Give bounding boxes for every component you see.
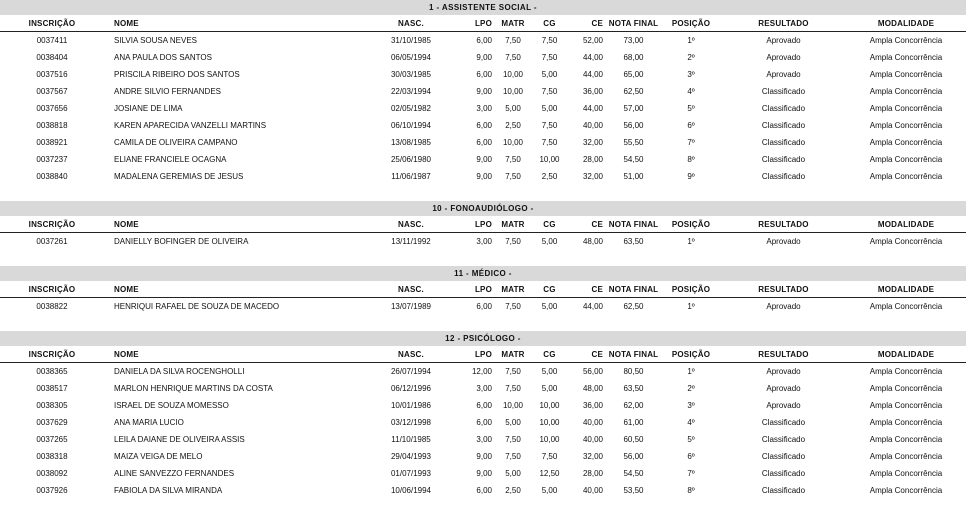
column-header-nota-final: NOTA FINAL: [608, 350, 659, 359]
cell-lpo: 6,00: [476, 486, 492, 495]
cell-modalidade: Ampla Concorrência: [869, 401, 943, 410]
cell-resultado: Classificado: [761, 155, 806, 164]
column-header-cg: CG: [543, 19, 556, 28]
cell-nasc: 03/12/1998: [390, 418, 432, 427]
column-header-lpo: LPO: [474, 19, 492, 28]
cell-ce: 48,00: [582, 237, 603, 246]
cell-ce: 36,00: [582, 87, 603, 96]
table-row: [0, 448, 966, 465]
column-header-resultado: RESULTADO: [758, 285, 809, 294]
column-header-modalidade: MODALIDADE: [877, 350, 935, 359]
cell-cg: 10,00: [539, 155, 560, 164]
column-header-nasc: NASC.: [398, 19, 424, 28]
cell-modalidade: Ampla Concorrência: [869, 435, 943, 444]
column-header-nasc: NASC.: [398, 285, 424, 294]
table-header-row: [0, 216, 966, 233]
column-header-ce: CE: [591, 350, 603, 359]
cell-inscricao: 0038517: [36, 384, 68, 393]
cell-nasc: 22/03/1994: [390, 87, 432, 96]
cell-resultado: Classificado: [761, 486, 806, 495]
cell-inscricao: 0038305: [36, 401, 68, 410]
column-header-inscricao: INSCRIÇÃO: [28, 220, 76, 229]
column-header-posicao: POSIÇÃO: [671, 350, 711, 359]
cell-posicao: 1º: [687, 36, 695, 45]
cell-lpo: 6,00: [476, 121, 492, 130]
cell-cg: 2,50: [541, 172, 558, 181]
column-header-lpo: LPO: [474, 220, 492, 229]
column-header-cg: CG: [543, 350, 556, 359]
cell-ce: 32,00: [582, 172, 603, 181]
cell-nome: MARLON HENRIQUE MARTINS DA COSTA: [114, 384, 273, 393]
cell-modalidade: Ampla Concorrência: [869, 302, 943, 311]
cell-nota-final: 55,50: [623, 138, 644, 147]
cell-modalidade: Ampla Concorrência: [869, 237, 943, 246]
cell-ce: 44,00: [582, 53, 603, 62]
cell-lpo: 3,00: [476, 435, 492, 444]
cell-nasc: 10/06/1994: [390, 486, 432, 495]
cell-nota-final: 62,50: [623, 302, 644, 311]
column-header-modalidade: MODALIDADE: [877, 19, 935, 28]
column-header-matr: MATR: [501, 350, 525, 359]
column-header-matr: MATR: [501, 285, 525, 294]
cell-resultado: Classificado: [761, 469, 806, 478]
cell-nasc: 30/03/1985: [390, 70, 432, 79]
cell-nota-final: 61,00: [623, 418, 644, 427]
cell-ce: 28,00: [582, 469, 603, 478]
cell-modalidade: Ampla Concorrência: [869, 121, 943, 130]
column-header-lpo: LPO: [474, 285, 492, 294]
cell-ce: 40,00: [582, 121, 603, 130]
table-row: [0, 66, 966, 83]
cell-inscricao: 0038404: [36, 53, 68, 62]
cell-modalidade: Ampla Concorrência: [869, 36, 943, 45]
cell-cg: 7,50: [541, 138, 558, 147]
cell-nome: MADALENA GEREMIAS DE JESUS: [114, 172, 244, 181]
cell-ce: 44,00: [582, 70, 603, 79]
cell-ce: 44,00: [582, 104, 603, 113]
cell-lpo: 9,00: [476, 172, 492, 181]
column-header-modalidade: MODALIDADE: [877, 285, 935, 294]
cell-ce: 40,00: [582, 435, 603, 444]
cell-nome: ELIANE FRANCIELE OCAGNA: [114, 155, 227, 164]
section-title: 10 - FONOAUDIÓLOGO -: [0, 201, 966, 216]
column-header-modalidade: MODALIDADE: [877, 220, 935, 229]
table-row: [0, 233, 966, 250]
cell-inscricao: 0037629: [36, 418, 68, 427]
cell-nasc: 01/07/1993: [390, 469, 432, 478]
cell-matr: 5,00: [505, 104, 521, 113]
cell-ce: 36,00: [582, 401, 603, 410]
table-row: [0, 414, 966, 431]
cell-posicao: 1º: [687, 237, 695, 246]
cell-nota-final: 54,50: [623, 155, 644, 164]
cell-resultado: Classificado: [761, 87, 806, 96]
cell-inscricao: 0037237: [36, 155, 68, 164]
cell-matr: 10,00: [502, 138, 524, 147]
cell-nasc: 11/06/1987: [391, 172, 431, 181]
column-header-posicao: POSIÇÃO: [671, 285, 711, 294]
column-header-inscricao: INSCRIÇÃO: [28, 19, 76, 28]
cell-posicao: 9º: [687, 172, 695, 181]
cell-posicao: 7º: [687, 469, 695, 478]
table-header-row: [0, 15, 966, 32]
cell-resultado: Classificado: [761, 138, 806, 147]
cell-nome: KAREN APARECIDA VANZELLI MARTINS: [114, 121, 267, 130]
cell-matr: 7,50: [505, 367, 521, 376]
cell-posicao: 3º: [687, 70, 695, 79]
cell-inscricao: 0038822: [36, 302, 68, 311]
cell-matr: 7,50: [505, 452, 521, 461]
table-row: [0, 83, 966, 100]
column-header-ce: CE: [591, 19, 603, 28]
cell-nasc: 10/01/1986: [390, 401, 432, 410]
cell-nasc: 13/11/1992: [391, 237, 431, 246]
cell-inscricao: 0037261: [36, 237, 68, 246]
column-header-inscricao: INSCRIÇÃO: [28, 285, 76, 294]
cell-lpo: 6,00: [476, 418, 492, 427]
cell-resultado: Aprovado: [766, 384, 801, 393]
cell-nome: MAIZA VEIGA DE MELO: [114, 452, 203, 461]
table-row: [0, 49, 966, 66]
cell-ce: 44,00: [582, 302, 603, 311]
table-row: [0, 397, 966, 414]
section-title: 11 - MÉDICO -: [0, 266, 966, 281]
cell-resultado: Aprovado: [766, 367, 801, 376]
cell-modalidade: Ampla Concorrência: [869, 418, 943, 427]
cell-nota-final: 51,00: [623, 172, 644, 181]
column-header-nota-final: NOTA FINAL: [608, 285, 659, 294]
cell-nasc: 13/08/1985: [390, 138, 432, 147]
cell-ce: 40,00: [582, 486, 603, 495]
cell-nome: CAMILA DE OLIVEIRA CAMPANO: [114, 138, 238, 147]
cell-resultado: Classificado: [761, 435, 806, 444]
column-header-nota-final: NOTA FINAL: [608, 19, 659, 28]
cell-posicao: 6º: [687, 121, 695, 130]
results-section: [0, 266, 966, 315]
cell-modalidade: Ampla Concorrência: [869, 70, 943, 79]
table-row: [0, 117, 966, 134]
column-header-cg: CG: [543, 220, 556, 229]
cell-matr: 7,50: [505, 53, 521, 62]
cell-lpo: 3,00: [476, 237, 492, 246]
cell-posicao: 5º: [687, 435, 695, 444]
cell-lpo: 9,00: [476, 452, 492, 461]
cell-lpo: 9,00: [476, 469, 492, 478]
cell-posicao: 2º: [687, 53, 695, 62]
cell-matr: 2,50: [505, 486, 521, 495]
column-header-inscricao: INSCRIÇÃO: [28, 350, 76, 359]
cell-nome: DANIELLY BOFINGER DE OLIVEIRA: [114, 237, 249, 246]
cell-modalidade: Ampla Concorrência: [869, 452, 943, 461]
cell-modalidade: Ampla Concorrência: [869, 138, 943, 147]
cell-modalidade: Ampla Concorrência: [869, 172, 943, 181]
cell-inscricao: 0037516: [36, 70, 68, 79]
cell-modalidade: Ampla Concorrência: [869, 87, 943, 96]
cell-nota-final: 62,50: [623, 87, 644, 96]
cell-resultado: Aprovado: [766, 237, 801, 246]
cell-modalidade: Ampla Concorrência: [869, 155, 943, 164]
cell-nome: LEILA DAIANE DE OLIVEIRA ASSIS: [114, 435, 245, 444]
cell-inscricao: 0037411: [36, 36, 68, 45]
cell-cg: 5,00: [541, 367, 558, 376]
cell-ce: 40,00: [582, 418, 603, 427]
cell-lpo: 6,00: [476, 36, 492, 45]
table-row: [0, 482, 966, 499]
column-header-lpo: LPO: [474, 350, 492, 359]
cell-nota-final: 63,50: [623, 237, 644, 246]
cell-posicao: 1º: [687, 367, 695, 376]
cell-posicao: 5º: [687, 104, 695, 113]
cell-resultado: Aprovado: [766, 401, 801, 410]
column-header-matr: MATR: [501, 220, 525, 229]
cell-nasc: 06/05/1994: [390, 53, 432, 62]
cell-inscricao: 0037926: [36, 486, 68, 495]
cell-cg: 10,00: [539, 418, 560, 427]
cell-matr: 10,00: [502, 401, 524, 410]
section-spacer: [0, 185, 966, 201]
cell-posicao: 1º: [687, 302, 695, 311]
cell-nota-final: 56,00: [623, 452, 644, 461]
column-header-cg: CG: [543, 285, 556, 294]
cell-matr: 7,50: [505, 155, 521, 164]
column-header-posicao: POSIÇÃO: [671, 19, 711, 28]
cell-matr: 10,00: [502, 70, 524, 79]
cell-nasc: 26/07/1994: [390, 367, 432, 376]
cell-cg: 5,00: [541, 104, 558, 113]
cell-nasc: 02/05/1982: [390, 104, 432, 113]
cell-lpo: 6,00: [476, 302, 492, 311]
cell-nome: JOSIANE DE LIMA: [114, 104, 183, 113]
column-header-resultado: RESULTADO: [758, 19, 809, 28]
cell-matr: 7,50: [505, 172, 521, 181]
cell-posicao: 4º: [687, 87, 695, 96]
cell-nome: DANIELA DA SILVA ROCENGHOLLI: [114, 367, 245, 376]
table-row: [0, 134, 966, 151]
table-row: [0, 151, 966, 168]
cell-matr: 7,50: [505, 36, 521, 45]
section-title: 12 - PSICÓLOGO -: [0, 331, 966, 346]
cell-lpo: 3,00: [476, 104, 492, 113]
cell-cg: 5,00: [541, 237, 558, 246]
cell-nome: ALINE SANVEZZO FERNANDES: [114, 469, 235, 478]
cell-nasc: 06/12/1996: [390, 384, 432, 393]
cell-resultado: Classificado: [761, 104, 806, 113]
cell-matr: 10,00: [502, 87, 524, 96]
cell-resultado: Aprovado: [766, 53, 801, 62]
cell-lpo: 9,00: [476, 87, 492, 96]
cell-ce: 32,00: [582, 138, 603, 147]
cell-resultado: Aprovado: [766, 70, 801, 79]
column-header-ce: CE: [591, 285, 603, 294]
cell-nome: ANA PAULA DOS SANTOS: [114, 53, 212, 62]
cell-posicao: 8º: [687, 155, 695, 164]
cell-cg: 7,50: [541, 36, 558, 45]
cell-nota-final: 53,50: [623, 486, 644, 495]
cell-nome: PRISCILA RIBEIRO DOS SANTOS: [114, 70, 240, 79]
cell-inscricao: 0037567: [36, 87, 68, 96]
cell-nome: SILVIA SOUSA NEVES: [114, 36, 197, 45]
cell-nome: ANDRE SILVIO FERNANDES: [114, 87, 221, 96]
column-header-resultado: RESULTADO: [758, 350, 809, 359]
cell-cg: 7,50: [541, 452, 558, 461]
cell-modalidade: Ampla Concorrência: [869, 384, 943, 393]
table-row: [0, 431, 966, 448]
cell-resultado: Aprovado: [766, 36, 801, 45]
section-spacer: [0, 250, 966, 266]
cell-nota-final: 63,50: [623, 384, 644, 393]
cell-nome: ISRAEL DE SOUZA MOMESSO: [114, 401, 229, 410]
cell-cg: 10,00: [539, 401, 560, 410]
column-header-nome: NOME: [114, 350, 139, 359]
cell-matr: 2,50: [505, 121, 521, 130]
table-header-row: [0, 281, 966, 298]
cell-ce: 52,00: [582, 36, 603, 45]
cell-lpo: 9,00: [476, 53, 492, 62]
cell-resultado: Classificado: [761, 452, 806, 461]
column-header-resultado: RESULTADO: [758, 220, 809, 229]
table-row: [0, 363, 966, 380]
cell-ce: 28,00: [582, 155, 603, 164]
column-header-nome: NOME: [114, 220, 139, 229]
cell-matr: 7,50: [505, 384, 521, 393]
cell-posicao: 3º: [687, 401, 695, 410]
cell-ce: 48,00: [582, 384, 603, 393]
cell-ce: 56,00: [582, 367, 603, 376]
column-header-posicao: POSIÇÃO: [671, 220, 711, 229]
cell-nota-final: 54,50: [623, 469, 644, 478]
cell-cg: 5,00: [541, 302, 558, 311]
cell-matr: 7,50: [505, 237, 521, 246]
cell-inscricao: 0038921: [36, 138, 68, 147]
cell-matr: 7,50: [505, 435, 521, 444]
table-row: [0, 298, 966, 315]
cell-inscricao: 0038365: [36, 367, 68, 376]
cell-lpo: 3,00: [476, 384, 492, 393]
cell-posicao: 2º: [687, 384, 695, 393]
table-row: [0, 100, 966, 117]
cell-nota-final: 60,50: [623, 435, 644, 444]
cell-inscricao: 0038840: [36, 172, 68, 181]
cell-inscricao: 0037265: [36, 435, 68, 444]
cell-nota-final: 56,00: [623, 121, 644, 130]
table-row: [0, 380, 966, 397]
cell-resultado: Classificado: [761, 418, 806, 427]
cell-nome: ANA MARIA LUCIO: [114, 418, 184, 427]
column-header-ce: CE: [591, 220, 603, 229]
cell-posicao: 4º: [687, 418, 695, 427]
cell-cg: 7,50: [541, 53, 558, 62]
cell-cg: 5,00: [541, 70, 558, 79]
cell-lpo: 9,00: [476, 155, 492, 164]
cell-lpo: 6,00: [476, 401, 492, 410]
cell-cg: 12,50: [539, 469, 560, 478]
cell-cg: 7,50: [541, 87, 558, 96]
cell-posicao: 8º: [687, 486, 695, 495]
cell-resultado: Classificado: [761, 172, 806, 181]
column-header-nasc: NASC.: [398, 220, 424, 229]
column-header-matr: MATR: [501, 19, 525, 28]
cell-nome: FABIOLA DA SILVA MIRANDA: [114, 486, 223, 495]
table-header-row: [0, 346, 966, 363]
cell-cg: 5,00: [541, 486, 558, 495]
section-spacer: [0, 315, 966, 331]
cell-inscricao: 0038092: [36, 469, 68, 478]
cell-inscricao: 0037656: [36, 104, 68, 113]
cell-matr: 5,00: [505, 418, 521, 427]
cell-inscricao: 0038818: [36, 121, 68, 130]
cell-nota-final: 57,00: [623, 104, 644, 113]
column-header-nome: NOME: [114, 19, 139, 28]
cell-nasc: 11/10/1985: [391, 435, 431, 444]
cell-modalidade: Ampla Concorrência: [869, 367, 943, 376]
results-section: [0, 331, 966, 499]
cell-nota-final: 62,00: [623, 401, 644, 410]
cell-matr: 7,50: [505, 302, 521, 311]
cell-nasc: 06/10/1994: [390, 121, 432, 130]
column-header-nasc: NASC.: [398, 350, 424, 359]
cell-nota-final: 65,00: [623, 70, 644, 79]
table-row: [0, 465, 966, 482]
cell-modalidade: Ampla Concorrência: [869, 469, 943, 478]
cell-nome: HENRIQUI RAFAEL DE SOUZA DE MACEDO: [114, 302, 280, 311]
table-row: [0, 32, 966, 49]
cell-matr: 5,00: [505, 469, 521, 478]
cell-nasc: 31/10/1985: [390, 36, 432, 45]
cell-inscricao: 0038318: [36, 452, 68, 461]
cell-modalidade: Ampla Concorrência: [869, 53, 943, 62]
cell-resultado: Aprovado: [766, 302, 801, 311]
section-title: 1 - ASSISTENTE SOCIAL -: [0, 0, 966, 15]
column-header-nota-final: NOTA FINAL: [608, 220, 659, 229]
cell-modalidade: Ampla Concorrência: [869, 104, 943, 113]
table-row: [0, 168, 966, 185]
cell-lpo: 6,00: [476, 70, 492, 79]
results-section: [0, 0, 966, 185]
cell-resultado: Classificado: [761, 121, 806, 130]
cell-cg: 7,50: [541, 121, 558, 130]
cell-posicao: 6º: [687, 452, 695, 461]
column-header-nome: NOME: [114, 285, 139, 294]
cell-nota-final: 73,00: [623, 36, 644, 45]
cell-nasc: 25/06/1980: [390, 155, 432, 164]
cell-lpo: 6,00: [476, 138, 492, 147]
cell-nasc: 13/07/1989: [390, 302, 432, 311]
results-section: [0, 201, 966, 250]
cell-lpo: 12,00: [471, 367, 492, 376]
cell-cg: 5,00: [541, 384, 558, 393]
cell-nota-final: 80,50: [623, 367, 644, 376]
cell-posicao: 7º: [687, 138, 695, 147]
cell-nota-final: 68,00: [623, 53, 644, 62]
cell-ce: 32,00: [582, 452, 603, 461]
cell-nasc: 29/04/1993: [390, 452, 432, 461]
cell-cg: 10,00: [539, 435, 560, 444]
cell-modalidade: Ampla Concorrência: [869, 486, 943, 495]
